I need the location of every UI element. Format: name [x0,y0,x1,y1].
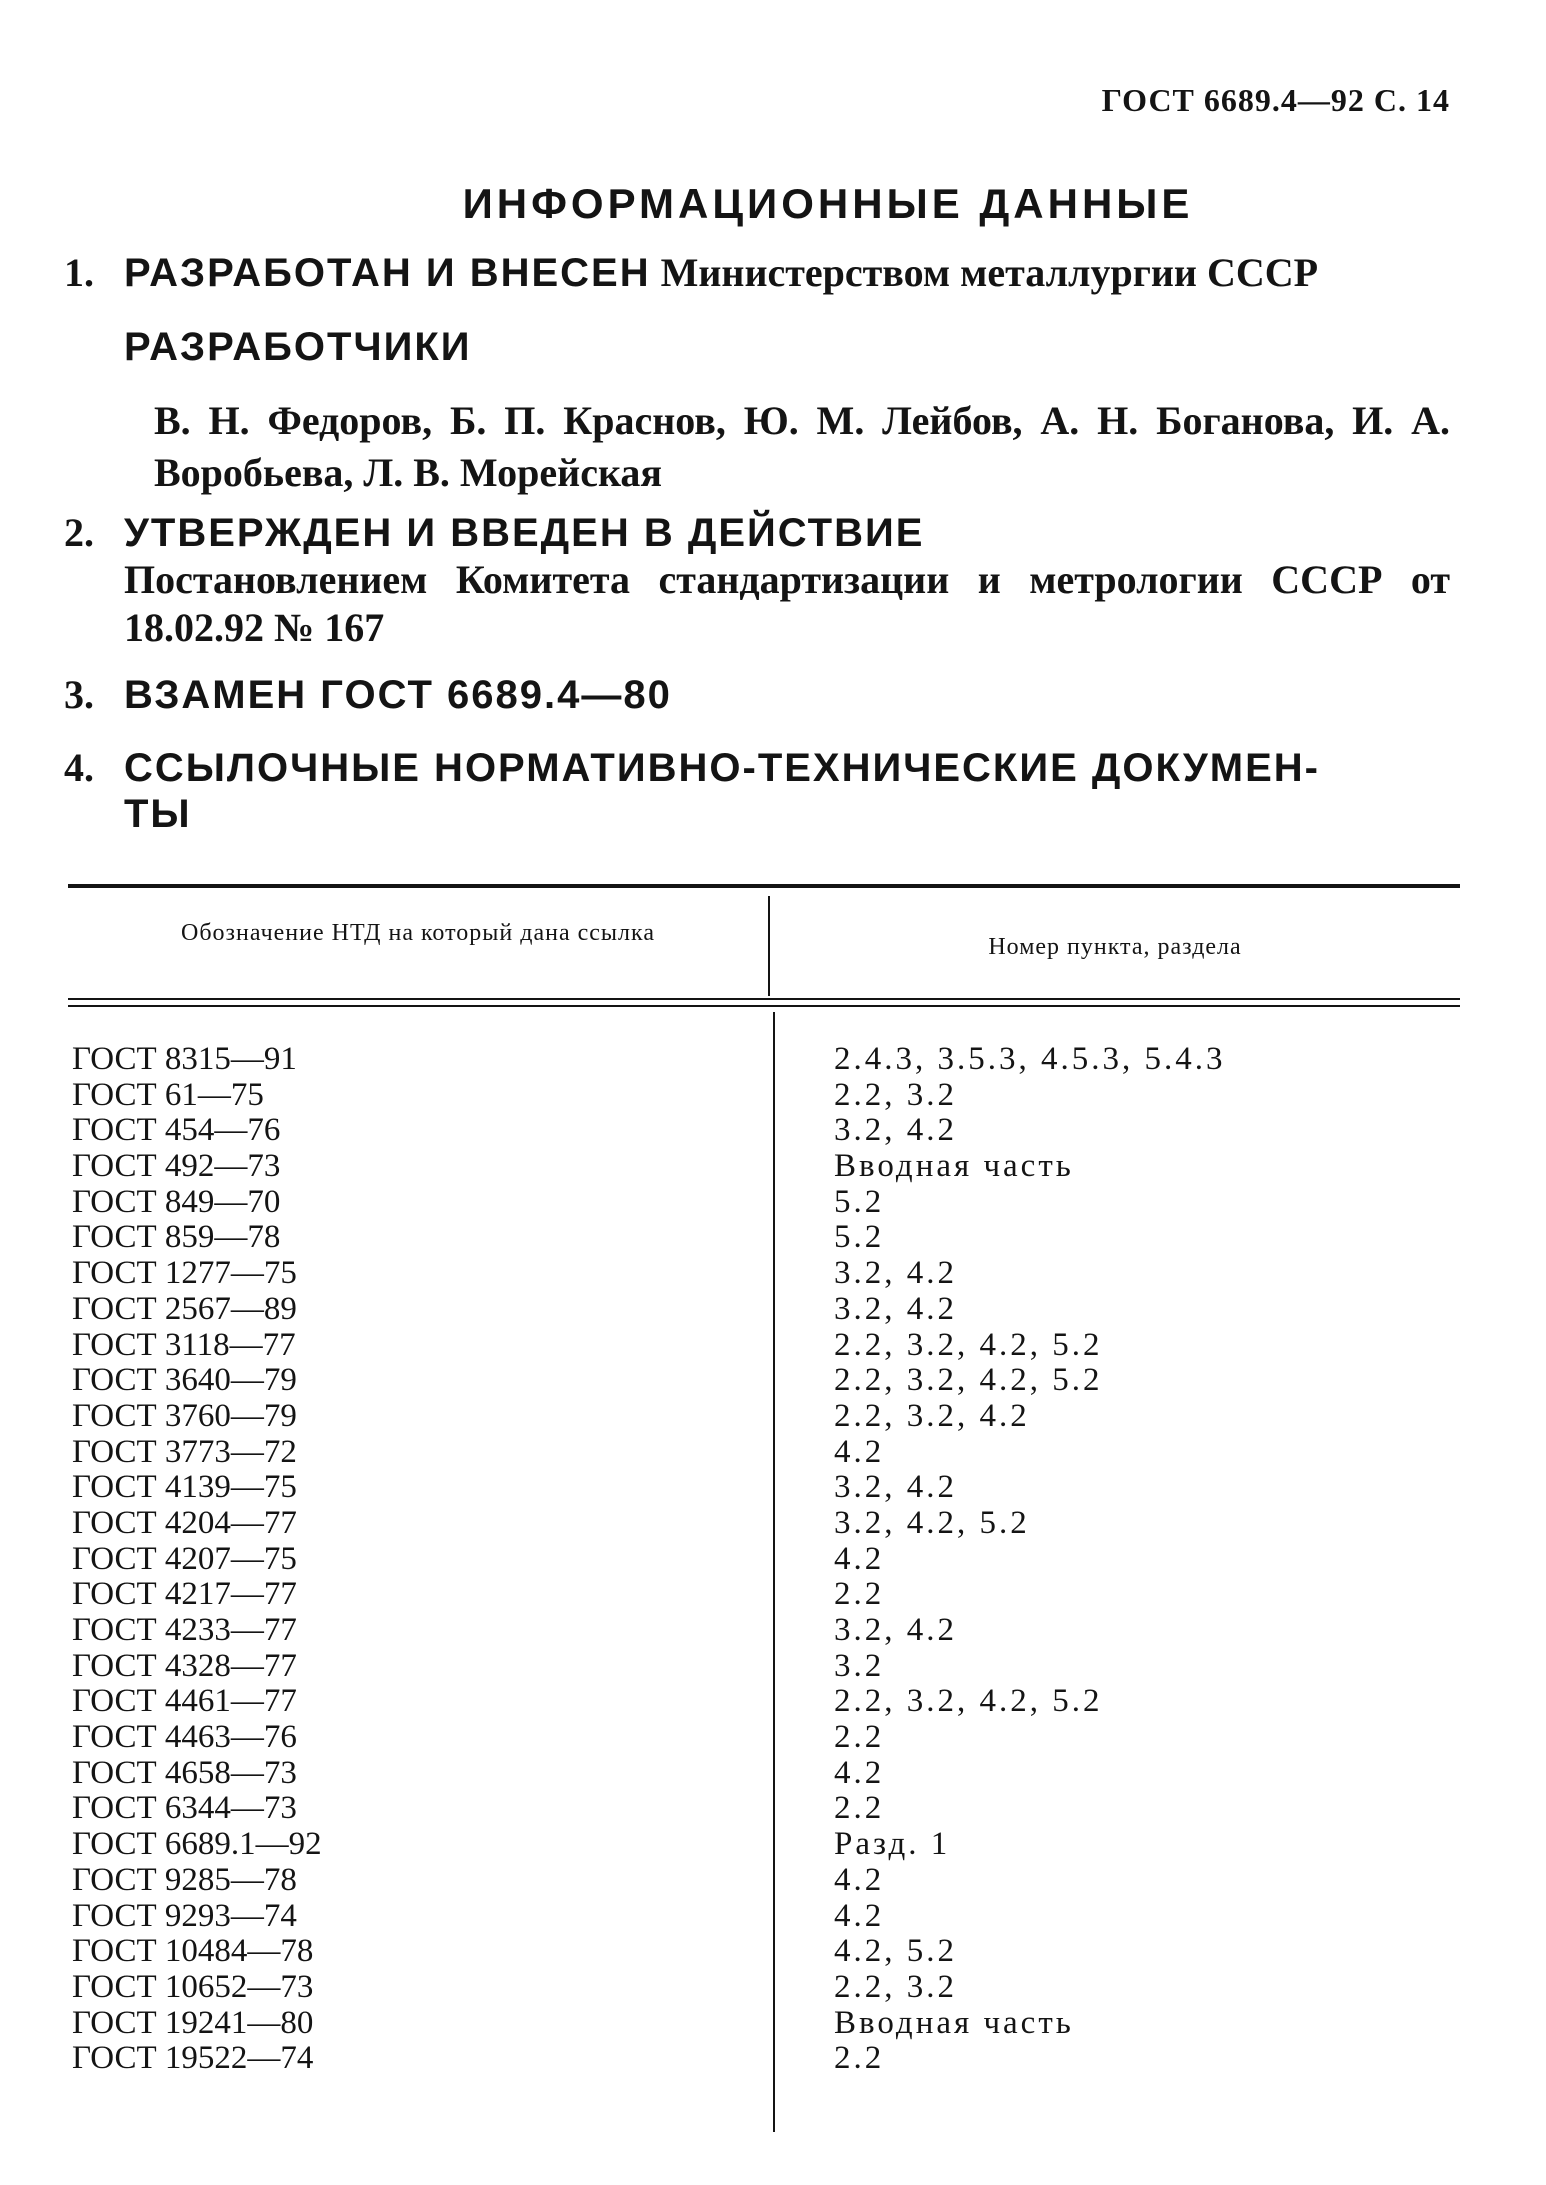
standard-designation: ГОСТ 3773—72 [72,1433,297,1470]
item-heading-continued: ТЫ [124,792,192,836]
clause-reference: 4.2 [834,1897,885,1934]
clause-reference: 3.2, 4.2 [834,1469,957,1506]
table-row [68,1042,1460,1078]
table-row [68,1256,1460,1292]
standard-designation: ГОСТ 19241—80 [72,2004,314,2041]
item-approved [64,510,1450,652]
item-number: 2. [64,510,94,555]
item-heading: ССЫЛОЧНЫЕ НОРМАТИВНО-ТЕХНИЧЕСКИЕ ДОКУМЕН- [124,746,1320,790]
clause-reference: 2.2 [834,2040,885,2077]
clause-reference: 4.2, 5.2 [834,1933,957,1970]
standard-designation: ГОСТ 4217—77 [72,1576,297,1613]
clause-reference: 4.2 [834,1540,885,1577]
table-row [68,1827,1460,1863]
item-heading: УТВЕРЖДЕН И ВВЕДЕН В ДЕЙСТВИЕ [124,511,925,555]
standard-designation: ГОСТ 4233—77 [72,1612,297,1648]
standard-designation: ГОСТ 8315—91 [72,1041,297,1077]
table-row [68,1149,1460,1185]
table-row [68,1399,1460,1435]
item-number: 1. [64,250,94,295]
standard-designation: ГОСТ 492—73 [72,1148,281,1185]
header-double-rule [68,998,1460,1007]
table-row [68,1720,1460,1756]
clause-reference: 2.2, 3.2, 4.2, 5.2 [834,1326,1103,1363]
table-row [68,1078,1460,1114]
table-row [68,2041,1460,2077]
page-header: ГОСТ 6689.4—92 С. 14 [1101,82,1450,118]
table-row [68,1934,1460,1970]
standard-designation: ГОСТ 1277—75 [72,1255,297,1292]
clause-reference: 2.2 [834,1719,885,1756]
standard-designation: ГОСТ 4463—76 [72,1719,297,1756]
developers-list: В. Н. Федоров, Б. П. Краснов, Ю. М. Лейбов, А. Н. Боганова, И. А. Воробьева, Л. В. Морейская [154,398,1450,495]
document-title: ИНФОРМАЦИОННЫЕ ДАННЫЕ [462,180,1194,227]
table-row [68,1220,1460,1256]
clause-reference: 2.2 [834,1790,885,1827]
table-row [68,1435,1460,1471]
table-row [68,1542,1460,1578]
item-heading: РАЗРАБОТАН И ВНЕСЕН [124,251,651,295]
clause-reference: 2.2, 3.2, 4.2 [834,1397,1030,1434]
clause-reference: 2.2, 3.2, 4.2, 5.2 [834,1362,1103,1399]
standard-designation: ГОСТ 10652—73 [72,1968,314,2005]
clause-reference: 3.2, 4.2, 5.2 [834,1504,1030,1541]
item-developed [64,250,1450,296]
standard-designation: ГОСТ 9285—78 [72,1861,297,1898]
table-row [68,1863,1460,1899]
item-replaces [64,672,1450,718]
table-row [68,1684,1460,1720]
standard-designation: ГОСТ 10484—78 [72,1933,314,1970]
clause-reference: 3.2, 4.2 [834,1612,957,1648]
standard-designation: ГОСТ 4204—77 [72,1504,297,1541]
references-table [68,884,1460,2134]
clause-reference: Вводная часть [834,1148,1074,1185]
clause-reference: 2.2, 3.2, 4.2, 5.2 [834,1683,1103,1720]
item-references [64,745,1450,837]
table-row [68,1649,1460,1685]
clause-reference: 4.2 [834,1754,885,1791]
standard-designation: ГОСТ 19522—74 [72,2040,314,2077]
table-row [68,1113,1460,1149]
standard-designation: ГОСТ 454—76 [72,1112,281,1149]
table-row [68,1470,1460,1506]
table-top-rule [68,884,1460,888]
standard-designation: ГОСТ 859—78 [72,1219,281,1256]
standard-designation: ГОСТ 6689.1—92 [72,1826,322,1863]
standard-designation: ГОСТ 4461—77 [72,1683,297,1720]
standard-designation: ГОСТ 3760—79 [72,1397,297,1434]
developers-label: РАЗРАБОТЧИКИ [124,325,472,369]
standard-designation: ГОСТ 3640—79 [72,1362,297,1399]
table-row [68,1756,1460,1792]
table-row [68,1899,1460,1935]
clause-reference: 4.2 [834,1861,885,1898]
item-number: 3. [64,672,94,717]
clause-reference: 3.2, 4.2 [834,1255,957,1292]
standard-designation: ГОСТ 4207—75 [72,1540,297,1577]
item-number: 4. [64,745,94,790]
standard-designation: ГОСТ 4328—77 [72,1647,297,1684]
standard-designation: ГОСТ 6344—73 [72,1790,297,1827]
clause-reference: Вводная часть [834,2004,1074,2041]
table-body [68,1042,1460,2077]
table-row [68,2006,1460,2042]
item-text: Министерством металлургии СССР [660,250,1319,295]
clause-reference: 5.2 [834,1183,885,1220]
item-text: Постановлением Комитета стандартизации и метрологии СССР от 18.02.92 № 167 [124,557,1450,650]
table-row [68,1970,1460,2006]
clause-reference: 3.2, 4.2 [834,1112,957,1149]
clause-reference: 4.2 [834,1433,885,1470]
table-row [68,1185,1460,1221]
standard-designation: ГОСТ 4658—73 [72,1754,297,1791]
clause-reference: 2.2, 3.2 [834,1968,957,2005]
clause-reference: 2.4.3, 3.5.3, 4.5.3, 5.4.3 [834,1041,1226,1077]
column-header-clause: Номер пункта, раздела [988,934,1242,960]
standard-designation: ГОСТ 849—70 [72,1183,281,1220]
standard-designation: ГОСТ 3118—77 [72,1326,296,1363]
table-row [68,1613,1460,1649]
clause-reference: 3.2 [834,1647,885,1684]
column-header-designation: Обозначение НТД на который дана ссылка [181,920,655,946]
table-row [68,1328,1460,1364]
standard-designation: ГОСТ 2567—89 [72,1290,297,1327]
clause-reference: 2.2 [834,1576,885,1613]
standard-designation: ГОСТ 4139—75 [72,1469,297,1506]
clause-reference: Разд. 1 [834,1826,951,1863]
item-heading: ВЗАМЕН ГОСТ 6689.4—80 [124,673,672,717]
clause-reference: 3.2, 4.2 [834,1290,957,1327]
clause-reference: 2.2, 3.2 [834,1076,957,1113]
table-row [68,1292,1460,1328]
table-row [68,1363,1460,1399]
table-row [68,1791,1460,1827]
standard-designation: ГОСТ 61—75 [72,1076,264,1113]
clause-reference: 5.2 [834,1219,885,1256]
table-row [68,1506,1460,1542]
table-row [68,1577,1460,1613]
standard-designation: ГОСТ 9293—74 [72,1897,297,1934]
